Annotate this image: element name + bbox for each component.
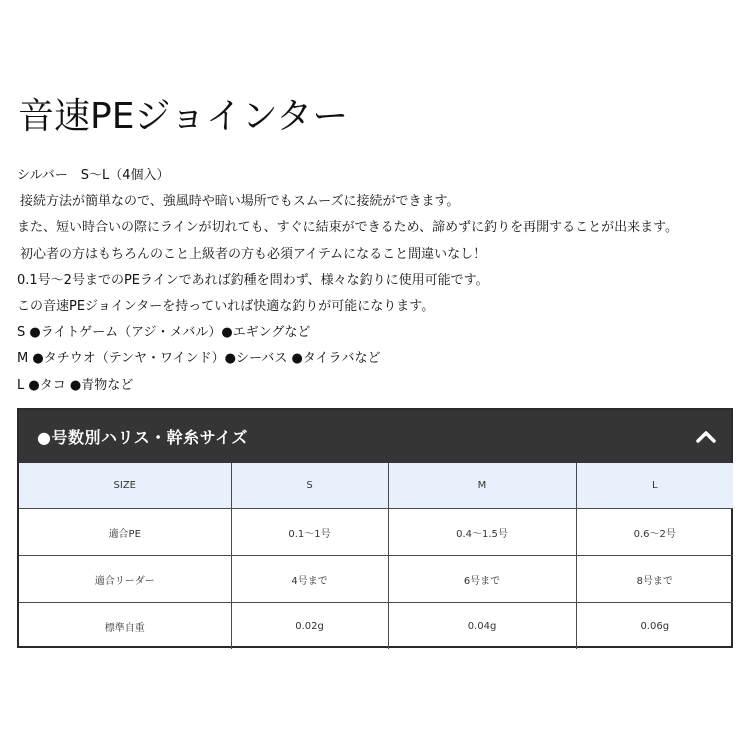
table-header-cell: M [388, 463, 576, 509]
table-cell: 0.06g [576, 603, 733, 650]
table-header-row [19, 463, 733, 509]
panel-header[interactable] [19, 410, 731, 463]
description-line: 接続方法が簡単なので、強風時や暗い場所でもスムーズに接続ができます。 [20, 194, 460, 210]
table-header-cell: SIZE [19, 463, 231, 509]
table-cell: 適合リーダー [19, 556, 231, 603]
chevron-up-icon[interactable] [695, 426, 717, 448]
description-line: M ●タチウオ（テンヤ・ワインド）●シーバス ●タイラバなど [17, 351, 381, 367]
table-cell: 0.4〜1.5号 [388, 509, 576, 556]
size-spec-table [19, 463, 733, 649]
size-spec-panel [17, 408, 733, 648]
description-line: 0.1号〜2号までのPEラインであれば釣種を問わず、様々な釣りに使用可能です。 [17, 272, 489, 288]
table-cell: 0.04g [388, 603, 576, 650]
description-line: L ●タコ ●青物など [17, 377, 134, 393]
description-line: また、短い時合いの際にラインが切れても、すぐに結束ができるため、諦めずに釣りを再開することが出来ます。 [17, 220, 679, 236]
table-cell: 0.02g [231, 603, 388, 650]
description-line: 初心者の方はもちろんのこと上級者の方も必須アイテムになること間違いなし！ [20, 246, 487, 262]
description-line: この音速PEジョインターを持っていれば快適な釣りが可能になります。 [17, 298, 435, 314]
panel-title: ●号数別ハリス・幹糸サイズ [37, 428, 248, 447]
table-cell: 6号まで [388, 556, 576, 603]
table-cell: 0.6〜2号 [576, 509, 733, 556]
description-line: シルバー S〜L（4個入） [17, 168, 170, 183]
table-cell: 4号まで [231, 556, 388, 603]
table-cell: 0.1〜1号 [231, 509, 388, 556]
table-row [19, 509, 733, 556]
table-cell: 標準自重 [19, 603, 231, 650]
table-header-cell: L [576, 463, 733, 509]
table-cell: 適合PE [19, 509, 231, 556]
page-title: 音速PEジョインター [18, 96, 349, 137]
table-cell: 8号まで [576, 556, 733, 603]
table-row [19, 603, 733, 650]
product-description [17, 163, 737, 399]
table-header-cell: S [231, 463, 388, 509]
description-line: S ●ライトゲーム（アジ・メバル）●エギングなど [17, 325, 311, 341]
table-row [19, 556, 733, 603]
